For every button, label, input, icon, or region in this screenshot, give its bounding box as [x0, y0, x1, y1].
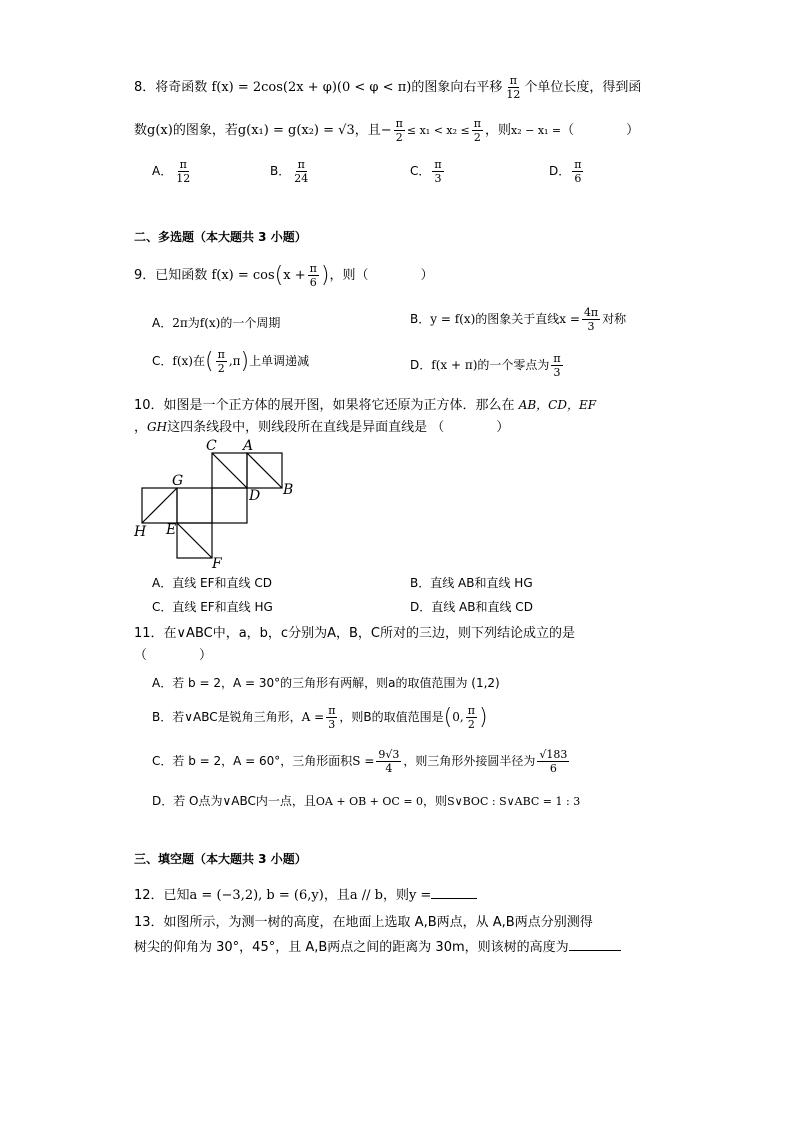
- q9-line1: [134, 262, 433, 289]
- label-e: E: [166, 522, 177, 538]
- q10-option-a: A．直线 EF和直线 CD: [152, 576, 272, 590]
- q9-option-b-num: 4π: [583, 306, 599, 319]
- q8-option-c-num: π: [434, 158, 442, 171]
- q9-option-a-fx: f(x): [199, 316, 221, 330]
- section-heading-fill-blank: 三、填空题（本大题共 3 小题）: [134, 852, 307, 866]
- q8-r1-den: 2: [395, 131, 403, 144]
- q9-arg-den: 6: [309, 276, 317, 289]
- q8-option-c-label: C．: [410, 164, 431, 178]
- q8-option-c-den: 3: [434, 172, 442, 185]
- q11-option-c-area-frac: [376, 748, 401, 775]
- q9-option-c-text: 在: [192, 354, 205, 368]
- q8-option-b-frac: [292, 158, 310, 185]
- label-a: A: [243, 438, 254, 454]
- q8-r2-den: 2: [473, 131, 481, 144]
- q13-line2: [134, 936, 621, 955]
- q12-parallel: a // b: [349, 888, 383, 903]
- q8-range-minus: −: [380, 123, 392, 138]
- q10-line1: [134, 394, 596, 413]
- q8-option-a-den: 12: [176, 172, 191, 185]
- q8-function: f(x) = 2cos(2x + φ)(0 < φ < π): [211, 80, 412, 95]
- q13-line1: 13．如图所示，为测一树的高度，在地面上选取 A,B两点，从 A,B两点分别测得: [134, 915, 593, 930]
- q8-option-a-num: π: [179, 158, 187, 171]
- q8-line2-c: ，且: [354, 123, 381, 138]
- q12-vectors: a = (−3,2), b = (6,y): [189, 888, 324, 903]
- q10-line2: [134, 416, 509, 435]
- q8-option-d-den: 6: [574, 172, 582, 185]
- q10-option-b: B．直线 AB和直线 HG: [410, 576, 533, 590]
- q9-arg-frac: [308, 262, 319, 289]
- q8-option-b-den: 24: [294, 172, 309, 185]
- q8-number: 8．: [134, 80, 156, 95]
- q8-line1: [134, 74, 641, 101]
- q9-option-d-frac: [551, 352, 562, 379]
- label-d: D: [249, 488, 261, 504]
- q10-answer-paren: （ ）: [431, 420, 510, 435]
- q8-option-d-frac: [572, 158, 583, 185]
- q9-function: f(x) = cos: [211, 268, 275, 283]
- q9-option-a-period: 2π: [172, 316, 188, 330]
- q8-text1: 将奇函数: [155, 80, 208, 95]
- q9-option-b-den: 3: [587, 320, 595, 333]
- q11-option-b: [152, 704, 488, 731]
- q9-option-b-fx: y = f(x): [430, 312, 476, 326]
- q8-range-mid: ≤ x₁ < x₂ ≤: [406, 124, 470, 137]
- q8-option-c: [410, 158, 446, 185]
- q13-answer-blank[interactable]: [569, 950, 621, 951]
- q12-pre: 12．已知: [134, 888, 190, 903]
- q8-range-frac2: [472, 117, 483, 144]
- q11-option-b-range-num: π: [467, 704, 475, 717]
- q11-option-b-range-frac: [466, 704, 477, 731]
- q9-option-c-den: 2: [217, 362, 225, 375]
- q8-r2-num: π: [473, 117, 481, 130]
- q12-ask: y =: [408, 888, 432, 903]
- q11-option-b-post: ，则B的取值范围是: [339, 710, 444, 724]
- q8-text3: 个单位长度，得到函: [524, 80, 642, 95]
- q11-option-b-range-start: 0,: [452, 710, 464, 724]
- q10-line2-text: 这四条线段中，则线段所在直线是异面直线是: [167, 420, 428, 435]
- q9-option-d-num: π: [553, 352, 561, 365]
- q8-option-d-num: π: [574, 158, 582, 171]
- q8-shift-num: π: [509, 74, 517, 87]
- q8-text2: 的图象向右平移: [411, 80, 503, 95]
- q8-option-d-label: D．: [549, 164, 571, 178]
- q11-option-b-paren-close: ): [478, 705, 488, 730]
- q8-line2: [134, 117, 639, 144]
- q8-answer-paren: （ ）: [561, 123, 640, 138]
- segment-ab: [247, 453, 282, 488]
- q11-option-c-radius-frac: [537, 748, 569, 775]
- q12-answer-blank[interactable]: [431, 898, 477, 899]
- q11-line1: 11．在∨ABC中，a，b，c分别为A，B，C所对的三边，则下列结论成立的是: [134, 626, 575, 641]
- cube-net-figure: [130, 436, 300, 570]
- q8-line2-b: 的图象，若: [172, 123, 238, 138]
- q9-option-d: [410, 352, 565, 379]
- segment-ef: [177, 523, 212, 558]
- q8-option-c-frac: [432, 158, 443, 185]
- q8-ask: x₂ − x₁ =: [511, 124, 562, 137]
- q8-range-frac1: [394, 117, 405, 144]
- section-heading-multi-choice: 二、多选题（本大题共 3 小题）: [134, 230, 307, 244]
- q8-option-b-num: π: [297, 158, 305, 171]
- q13-line2-text: 树尖的仰角为 30°，45°，且 A,B两点之间的距离为 30m，则该树的高度为: [134, 940, 569, 955]
- q9-text2: ，则（ ）: [329, 268, 434, 283]
- segment-hg: [142, 488, 177, 523]
- q11-option-c-radius-num: √183: [539, 748, 568, 761]
- q11-option-c: [152, 748, 571, 775]
- q9-option-c-label: C．: [152, 354, 173, 368]
- q9-arg-num: π: [309, 262, 317, 275]
- q8-shift-den: 12: [506, 88, 521, 101]
- q11-option-c-area-num: 9√3: [378, 748, 400, 761]
- q9-option-b: [410, 306, 626, 333]
- q11-option-c-radius-den: 6: [549, 762, 557, 775]
- q9-number: 9．: [134, 268, 156, 283]
- q11-option-d: [152, 792, 580, 809]
- q8-line2-d: ，则: [484, 123, 511, 138]
- q9-option-c-fx: f(x): [172, 354, 193, 368]
- q9-option-c-frac: [216, 348, 227, 375]
- q9-text1: 已知函数: [155, 268, 208, 283]
- q10-segments-1: AB，CD，EF: [518, 398, 597, 412]
- q8-option-b-label: B．: [270, 164, 291, 178]
- q9-option-c-paren-close: ): [240, 349, 250, 374]
- q9-option-a: [152, 314, 280, 331]
- q9-option-b-frac: [582, 306, 600, 333]
- q9-option-c-num: π: [217, 348, 225, 361]
- q9-option-b-text: 的图象关于直线: [475, 312, 560, 326]
- q9-option-d-fx: f(x + π): [431, 358, 478, 372]
- q11-option-b-num: π: [328, 704, 336, 717]
- q11-option-c-area-den: 4: [385, 762, 393, 775]
- q9-option-c-tail: 上单调递减: [249, 354, 310, 368]
- net-square-mid-2: [177, 488, 212, 523]
- q11-option-b-frac: [326, 704, 337, 731]
- q11-option-b-a: A =: [301, 710, 325, 724]
- q11-option-d-vector-sum: OA + OB + OC = 0: [315, 795, 424, 808]
- q11-option-a: A．若 b = 2，A = 30°的三角形有两解，则a的取值范围为 (1,2): [152, 676, 500, 690]
- label-c: C: [206, 438, 217, 454]
- q11-option-b-pre: B．若∨ABC是锐角三角形，: [152, 710, 302, 724]
- q8-option-a: [152, 158, 194, 185]
- q8-r1-num: π: [395, 117, 403, 130]
- q11-option-d-post: ，则: [423, 794, 448, 808]
- q9-paren-open: (: [274, 263, 284, 288]
- q11-option-b-paren-open: (: [443, 705, 453, 730]
- q9-option-b-x: x =: [559, 312, 580, 326]
- q8-option-b: [270, 158, 312, 185]
- q8-condition: g(x₁) = g(x₂) = √3: [237, 123, 355, 138]
- label-b: B: [283, 482, 294, 498]
- segment-cd: [212, 453, 247, 488]
- q8-option-d: [549, 158, 585, 185]
- label-h: H: [134, 524, 147, 540]
- q10-option-c: C．直线 EF和直线 HG: [152, 600, 273, 614]
- q9-option-c: [152, 348, 309, 375]
- q8-gx: g(x): [147, 123, 173, 138]
- q11-line2: （ ）: [134, 648, 213, 663]
- q9-option-c-paren-open: (: [204, 349, 214, 374]
- q11-option-c-s: S =: [352, 754, 375, 768]
- q11-option-b-den: 3: [328, 718, 336, 731]
- q10-line2-comma: ，: [134, 420, 148, 435]
- q8-option-a-frac: [174, 158, 192, 185]
- q8-option-a-label: A．: [152, 164, 173, 178]
- q8-shift-fraction: [504, 74, 522, 101]
- q9-option-d-den: 3: [553, 366, 561, 379]
- q9-option-c-pi: ,π: [228, 354, 241, 368]
- q11-option-b-range-den: 2: [467, 718, 475, 731]
- q12-mid: ，且: [323, 888, 350, 903]
- q11-option-c-mid: ，则三角形外接圆半径为: [403, 754, 536, 768]
- q9-paren-close: ): [320, 263, 330, 288]
- label-f: F: [212, 556, 222, 570]
- q9-option-b-label: B．: [410, 312, 431, 326]
- q9-option-b-tail: 对称: [602, 312, 627, 326]
- q12-line: [134, 884, 477, 903]
- q9-option-a-tail: 的一个周期: [220, 316, 281, 330]
- net-square-mid-3: [212, 488, 247, 523]
- q9-arg-pre: x +: [283, 268, 306, 283]
- q11-option-d-ratio: S∨BOC : S∨ABC = 1 : 3: [447, 795, 581, 808]
- q10-segments-2: GH: [147, 420, 168, 434]
- q8-line2-a: 数: [134, 123, 148, 138]
- q9-option-a-label: A．: [152, 316, 173, 330]
- q10-option-d: D．直线 AB和直线 CD: [410, 600, 533, 614]
- q11-option-c-pre: C．若 b = 2，A = 60°，三角形面积: [152, 754, 353, 768]
- q9-option-d-label: D．: [410, 358, 432, 372]
- q9-option-a-text: 为: [187, 316, 200, 330]
- q11-option-d-pre: D．若 O点为∨ABC内一点，且: [152, 794, 316, 808]
- q10-line1-text: 10．如图是一个正方体的展开图，如果将它还原为正方体．那么在: [134, 398, 515, 413]
- label-g: G: [172, 473, 184, 489]
- q12-post: ，则: [382, 888, 409, 903]
- q9-option-d-text: 的一个零点为: [477, 358, 550, 372]
